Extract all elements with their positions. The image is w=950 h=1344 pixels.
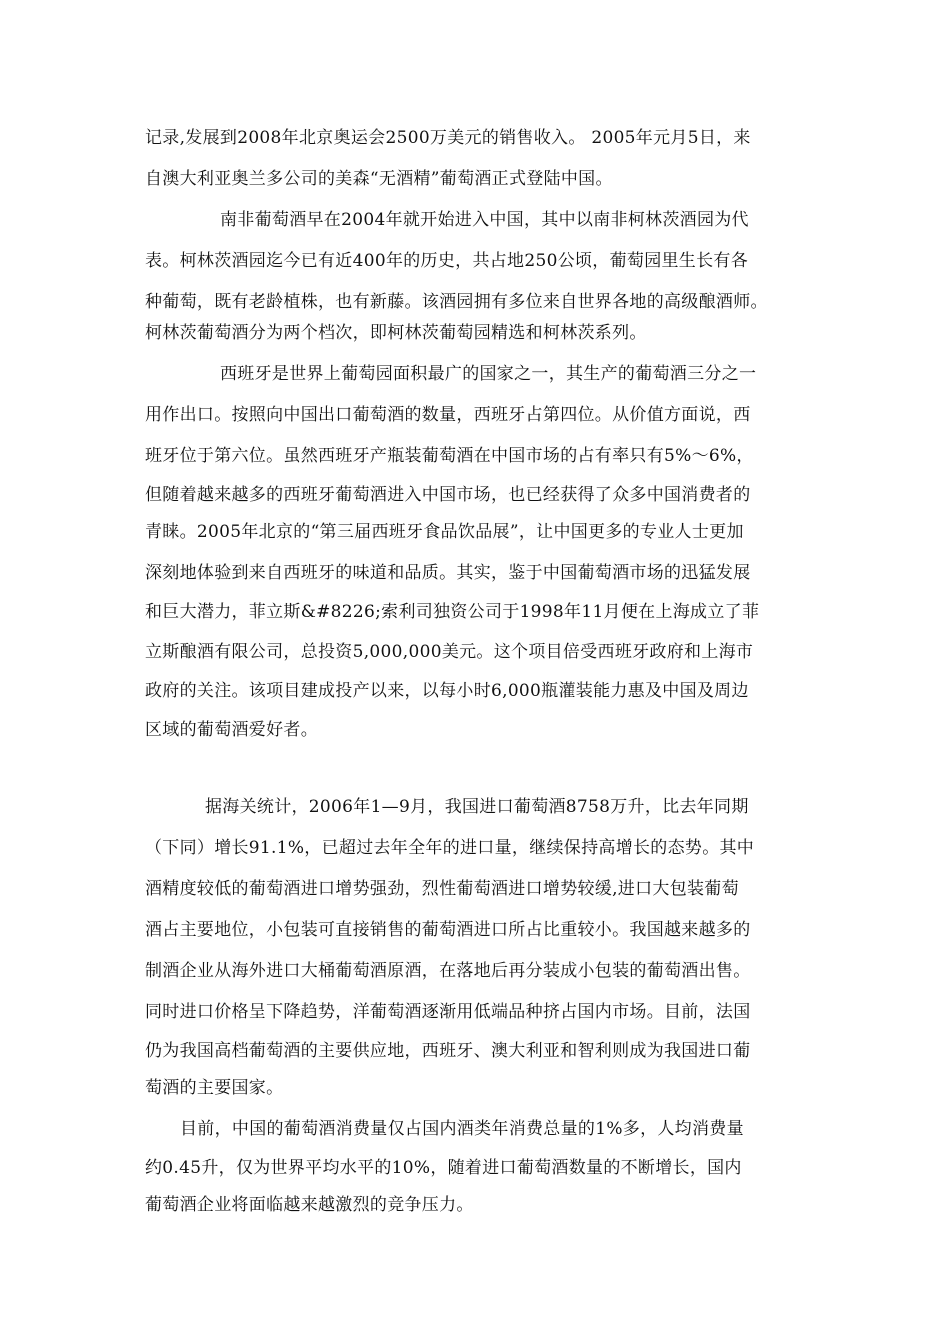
- paragraph-3-line-8: 立斯酿酒有限公司，总投资5,000,000美元。这个项目倍受西班牙政府和上海市: [145, 642, 754, 662]
- paragraph-2-line-2: 表。柯林茨酒园迄今已有近400年的历史，共占地250公顷，葡萄园里生长有各: [145, 251, 748, 271]
- paragraph-3-line-7: 和巨大潜力，菲立斯&#8226;索利司独资公司于1998年11月便在上海成立了菲: [145, 602, 760, 622]
- paragraph-2-line-4: 柯林茨葡萄酒分为两个档次，即柯林茨葡萄园精选和柯林茨系列。: [145, 323, 647, 343]
- paragraph-5-line-3: 葡萄酒企业将面临越来越激烈的竞争压力。: [145, 1195, 474, 1215]
- paragraph-2-line-3: 种葡萄，既有老龄植株，也有新藤。该酒园拥有多位来自世界各地的高级酿酒师。: [145, 292, 768, 312]
- paragraph-3-line-5: 青睐。2005年北京的“第三届西班牙食品饮品展”，让中国更多的专业人士更加: [145, 522, 744, 542]
- paragraph-4-line-3: 酒精度较低的葡萄酒进口增势强劲，烈性葡萄酒进口增势较缓,进口大包装葡萄: [145, 879, 739, 899]
- paragraph-4-line-7: 仍为我国高档葡萄酒的主要供应地，西班牙、澳大利亚和智利则成为我国进口葡: [145, 1041, 751, 1061]
- paragraph-1-line-2: 自澳大利亚奥兰多公司的美森“无酒精”葡萄酒正式登陆中国。: [145, 169, 613, 189]
- paragraph-5-line-2: 约0.45升，仅为世界平均水平的10%，随着进口葡萄酒数量的不断增长，国内: [145, 1158, 742, 1178]
- paragraph-4-line-5: 制酒企业从海外进口大桶葡萄酒原酒，在落地后再分装成小包装的葡萄酒出售。: [145, 961, 751, 981]
- paragraph-1-line-1: 记录,发展到2008年北京奥运会2500万美元的销售收入。 2005年元月5日，来: [145, 128, 751, 148]
- paragraph-5-line-1: 目前，中国的葡萄酒消费量仅占国内酒类年消费总量的1%多，人均消费量: [180, 1119, 744, 1139]
- paragraph-4-line-4: 酒占主要地位，小包装可直接销售的葡萄酒进口所占比重较小。我国越来越多的: [145, 920, 751, 940]
- paragraph-3-line-1: 西班牙是世界上葡萄园面积最广的国家之一，其生产的葡萄酒三分之一: [220, 364, 757, 384]
- paragraph-3-line-3: 班牙位于第六位。虽然西班牙产瓶装葡萄酒在中国市场的占有率只有5%～6%，: [145, 446, 754, 466]
- paragraph-2-line-1: 南非葡萄酒早在2004年就开始进入中国，其中以南非柯林茨酒园为代: [220, 210, 749, 230]
- paragraph-3-line-6: 深刻地体验到来自西班牙的味道和品质。其实，鉴于中国葡萄酒市场的迅猛发展: [145, 563, 751, 583]
- paragraph-4-line-8: 萄酒的主要国家。: [145, 1078, 284, 1098]
- paragraph-3-line-2: 用作出口。按照向中国出口葡萄酒的数量，西班牙占第四位。从价值方面说，西: [145, 405, 751, 425]
- paragraph-3-line-9: 政府的关注。该项目建成投产以来，以每小时6,000瓶灌装能力惠及中国及周边: [145, 681, 749, 701]
- paragraph-4-line-1: 据海关统计，2006年1—9月，我国进口葡萄酒8758万升，比去年同期: [205, 797, 749, 817]
- paragraph-4-line-2: （下同）增长91.1%，已超过去年全年的进口量，继续保持高增长的态势。其中: [145, 838, 755, 858]
- paragraph-4-line-6: 同时进口价格呈下降趋势，洋葡萄酒逐渐用低端品种挤占国内市场。目前，法国: [145, 1002, 751, 1022]
- paragraph-3-line-10: 区域的葡萄酒爱好者。: [145, 720, 318, 740]
- paragraph-3-line-4: 但随着越来越多的西班牙葡萄酒进入中国市场，也已经获得了众多中国消费者的: [145, 485, 751, 505]
